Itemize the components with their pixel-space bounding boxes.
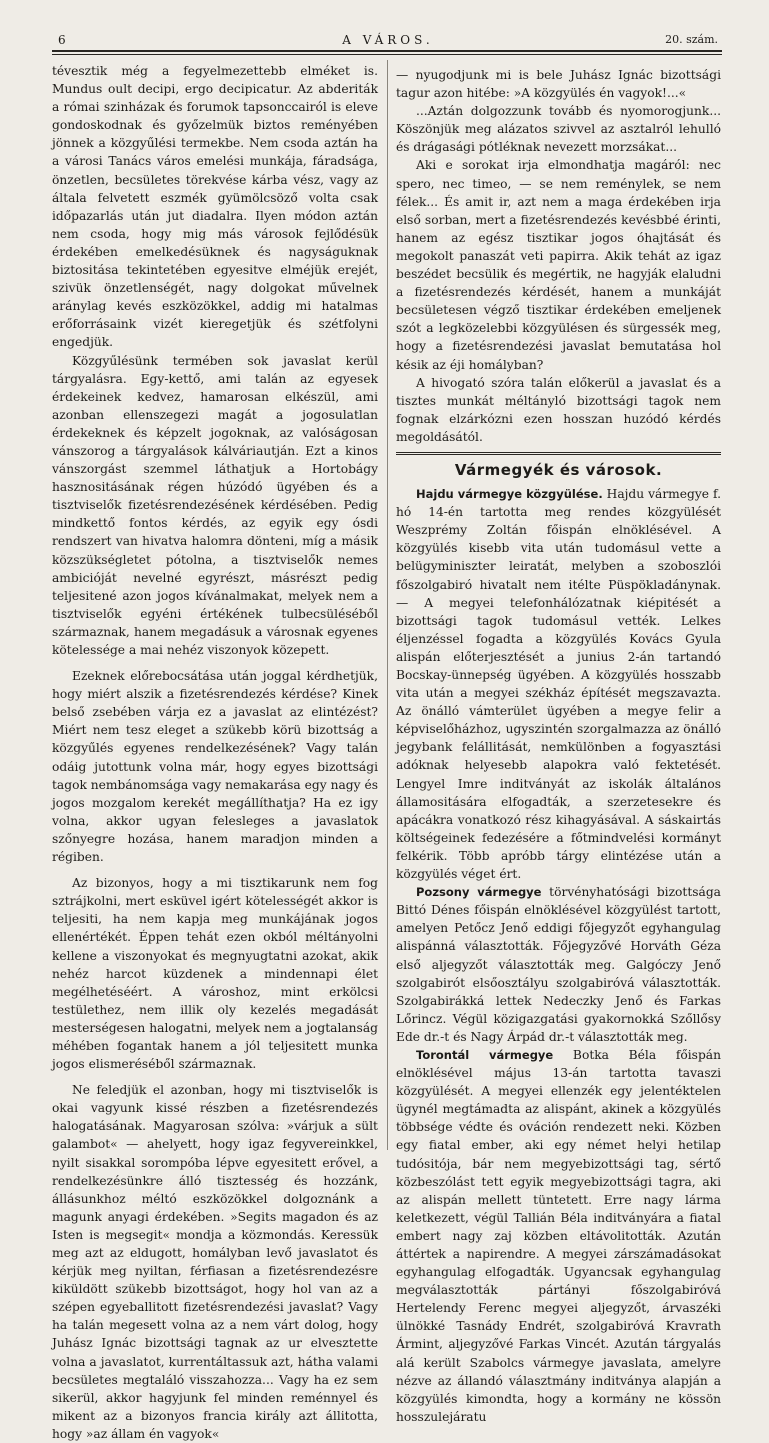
right-column bbox=[396, 66, 721, 1426]
issue-number: 20. szám. bbox=[665, 33, 718, 46]
article-paragraph: Ezeknek előrebocsátása után joggal kérdhetjük, hogy miért alszik a fizetésrendezés kérdése? Kinek belső zsebében várja ez a javaslat az elintézést? Miért nem tesz eleget a szükebb körü bizottság a közgyűlés egyenes rendelkezésének? Vagy talán odáig jutottunk volna már, hogy egyes bizottsági tagok nembánomsága vagy nemakarása egy nagy és jogos mozgalom kerekét megállíthatja? Ha ez igy volna, akkor ugyan felesleges a javaslatok szőnyegre hozása, hanem maradjon minden a régiben. bbox=[52, 669, 378, 865]
article-paragraph: Ne feledjük el azonban, hogy mi tisztviselők is okai vagyunk kissé részben a fizetésrendezés halogatásának. Magyarosan szólva: »várjuk a sült galambot« — ahelyett, hogy igaz fegyvereinkkel, nyilt sisakkal sorompóba lépve egyesitett erővel, a rendelkezésünkre álló tisztesség és hozzánk, állásunkhoz méltó eszközökkel dolgoznánk a magunk anyagi érdekében. »Segits magadon és az Isten is megsegit« mondja a közmondás. Keressük meg azt az eldugott, homályban levő javaslatot és kérjük meg nyiltan, férfiasan a fizetésrendezésre kiküldött szükebb bizottságot, hogy hol van az a szépen egyeballitott fizetésrendezési javaslat? Vagy ha talán megesett volna az a nem várt dolog, hogy Juhász Ignác bizottsági tagnak az ur elvesztette volna a javaslatot, kurrentáltassuk azt, hátha valami becsületes megtaláló visszahozza... Vagy ha ez sem sikerül, akkor hagyjunk fel minden reménnyel és mikent az a bizonyos francia király azt állitotta, hogy »az állam én vagyok« bbox=[52, 1083, 378, 1441]
article-paragraph: — nyugodjunk mi is bele Juhász Ignác bizottsági tagur azon hitébe: »A közgyülés én vagyok!...« bbox=[396, 68, 721, 101]
header-rule bbox=[52, 50, 722, 55]
section-divider bbox=[396, 452, 721, 455]
publication-title: A VÁROS. bbox=[342, 33, 434, 47]
article-paragraph: tévesztik még a fegyelmezettebb elméket is. Mundus oult decipi, ergo decipicatur. Az abderiták a római szinházak és forumok tapsonccairól is eleve gondoskodnak és győzelmük biztos reményében jönnek a közgyűlési termekbe. Nem csoda aztán ha a városi Tanács város emelési munkája, fáradsága, önzetlen, becsületes törekvése kárba vész, vagy az általa felvetett eszmék gyümölcsöző volta csak időpazarlás után jut diadalra. Ilyen módon aztán nem csoda, hogy mig más városok fejlődésük érdekében emelkedésüknek és nagyságuknak biztositása tekintetében egyesitve elméjük erejét, szivük önzetlenségét, nagy dolgokat művelnek aránylag kevés eszközökkel, addig mi hatalmas erőforrásaink vizét kieregetjük és szétfolyni engedjük. bbox=[52, 64, 378, 350]
article-paragraph: ...Aztán dolgozzunk tovább és nyomorogjunk... Köszönjük meg alázatos szivvel az asztalról lehulló és drágasági pótléknak nevezett morzsákat... bbox=[396, 104, 721, 155]
news-item-text: törvényhatósági bizottsága Bittó Dénes főispán elnöklésével közgyülést tartott, amelyen Petőcz Jenő eddigi főjegyzőt egyhangulag alispánná választották. Főjegyzővé Horváth Géza első aljegyzőt választották meg. Galgóczy Jenő szolgabirót elsőosztályu szolgabiróvá választották. Szolgabirákká lettek Nedeczky Jenő és Farkas Lőrincz. Végül közigazgatási gyakornokká Szőllősy Ede dr.-t és Nagy Árpád dr.-t választották meg. bbox=[396, 885, 721, 1044]
news-item-text: Hajdu vármegye f. hó 14-én tartotta meg rendes közgyülését Weszprémy Zoltán főispán elnöklésével. A közgyülés kisebb vita után tudomásul vette a belügyminiszter leiratát, melyben a szoboszlói főszolgabiró hivatalt nem itélte Püspökladánynak. — A megyei telefonhálózatnak kiépitését a bizottsági tagok tudomásul vették. Lelkes éljenzéssel fogadta a közgyülés Kovács Gyula alispán előterjesztését a junius 2-án tartandó Bocskay-ünnepség ügyében. A közgyülés hosszabb vita után a megyei székház építését megszavazta. Az önálló vámterület ügyében a megye felir a képviselőházhoz, ugyszintén szorgalmazza az önálló jegybank felállitását, nemkülönben a fogyasztási adóknak helyesebb alapokra való fektetését. Lengyel Imre inditványát az iskolák általános államositására elfogadták, a szerzetesekre és apácákra vonatkozó rész kihagyásával. A sáskairtás költségeinek fedezésére a főtmindvelési kormányt felkérik. Több apróbb tárgy elintézése után a közgyülés véget ért. bbox=[396, 487, 721, 882]
news-item-lead: Torontál vármegye bbox=[416, 1047, 554, 1062]
news-item-text: Botka Béla főispán elnöklésével május 13-án tartotta tavaszi közgyülését. A megyei ellenzék egy jelentéktelen ügynél megtámadta az alispánt, akinek a közgyülés többsége védte és ováción rendezett neki. Közben egy fiatal ember, aki egy német helyi hetilap tudósitója, bár nem megyebizottsági tag, sértő közbeszólást tett egyik megyebizottsági tagra, aki az alispán mellett tüntetett. Erre nagy lárma keletkezett, végül Tallián Béla inditványára a fiatal embert nagy zaj közben eltávolitották. Azután áttértek a napirendre. A megyei zárszámadásokat egyhangulag elfogadták. Ugyancsak egyhangulag megválasztották pártányi főszolgabiróvá Hertelendy Ferenc megyei aljegyzőt, árvaszéki ülnökké Tasnády Endrét, szolgabiróvá Kravrath Ármint, aljegyzővé Farkas Vincét. Azután tárgyalás alá került Szabolcs vármegye javaslata, amelyre nézve az állandó választmány inditványa alapján a közgyülés kimondta, hogy a kormány ne kössön hosszulejáratu bbox=[396, 1047, 721, 1424]
news-item bbox=[396, 485, 721, 883]
page-number: 6 bbox=[58, 33, 67, 47]
news-item-lead: Pozsony vármegye bbox=[416, 885, 542, 900]
article-paragraph: Az bizonyos, hogy a mi tisztikarunk nem fog sztrájkolni, mert esküvel igért kötelességét akkor is teljesiti, ha nem kapja meg munkájának jogos ellenértékét. Éppen tehát ezen okból méltányolni kellene a viszonyokat és megnyugtatni azokat, akik nehéz harcot küzdenek a mindennapi élet megélhetéséért. A városhoz, mint erkölcsi testülethez, nem illik oly kezelés megadását mesterségesen halogatni, melyek nem a jogtalanság méhében fogantak hanem a jól teljesitett munka jogos elismeréséből származnak. bbox=[52, 876, 378, 1072]
page-header bbox=[58, 28, 718, 48]
column-divider bbox=[387, 60, 388, 1150]
left-column bbox=[52, 62, 378, 1443]
news-item-lead: Hajdu vármegye közgyülése. bbox=[416, 487, 603, 502]
news-item bbox=[396, 1046, 721, 1426]
article-paragraph: A hivogató szóra talán előkerül a javaslat és a tisztes munkát méltányló bizottsági tagok nem fognak elzárkózni ezen hosszan huzódó kérdés megoldásától. bbox=[396, 375, 721, 444]
article-paragraph: Aki e sorokat irja elmondhatja magáról: nec spero, nec timeo, — se nem reménylek, se nem félek... És amit ir, azt nem a maga érdekében irja első sorban, mert a fizetésrendezés kevésbbé érinti, hanem az egész tisztikar jogos óhajtását és megokolt panaszát veti papirra. Akik tehát az igaz beszédet becsülik és megértik, ne hagyják elaludni a fizetésrendezés kérdését, hanem a munkáját becsületesen végző tisztikar érdekében emeljenek szót a legközelebbi közgyülésen és sürgessék meg, hogy a fizetésrendezési javaslat bemutatása hol késik az éji homályban? bbox=[396, 158, 721, 372]
article-paragraph: Közgyűlésünk termében sok javaslat kerül tárgyalásra. Egy-kettő, ami talán az egyesek érdekeinek kedvez, hamarosan elkészül, ami azonban ellenszegezi magát a jogosulatlan érdekeknek és képzelt jogoknak, az valóságosan vánszorog a tárgyalások kálváriautján. Ezt a kinos vánszorgást szemmel láthatjuk a Hortobágy hasznositásának régen húzódó ügyében és a tisztviselők fizetésrendezésének kérdésében. Pedig mindkettő fontos kérdés, az egyik egy ósdi rendszert van hivatva halomra dönteni, míg a másik közszükségletet pótolna, a tisztviselők nemes ambicióját nevelné egyrészt, másrészt pedig teljesitené azon jogos kívánalmakat, melyek nem a tisztviselők egyéni értékének tulbecsüléséből származnak, hanem megadásuk a városnak egyenes kötelessége a mai nehéz viszonyok közepett. bbox=[52, 353, 378, 657]
news-item bbox=[396, 883, 721, 1046]
section-title: Vármegyék és városok. bbox=[454, 460, 663, 479]
